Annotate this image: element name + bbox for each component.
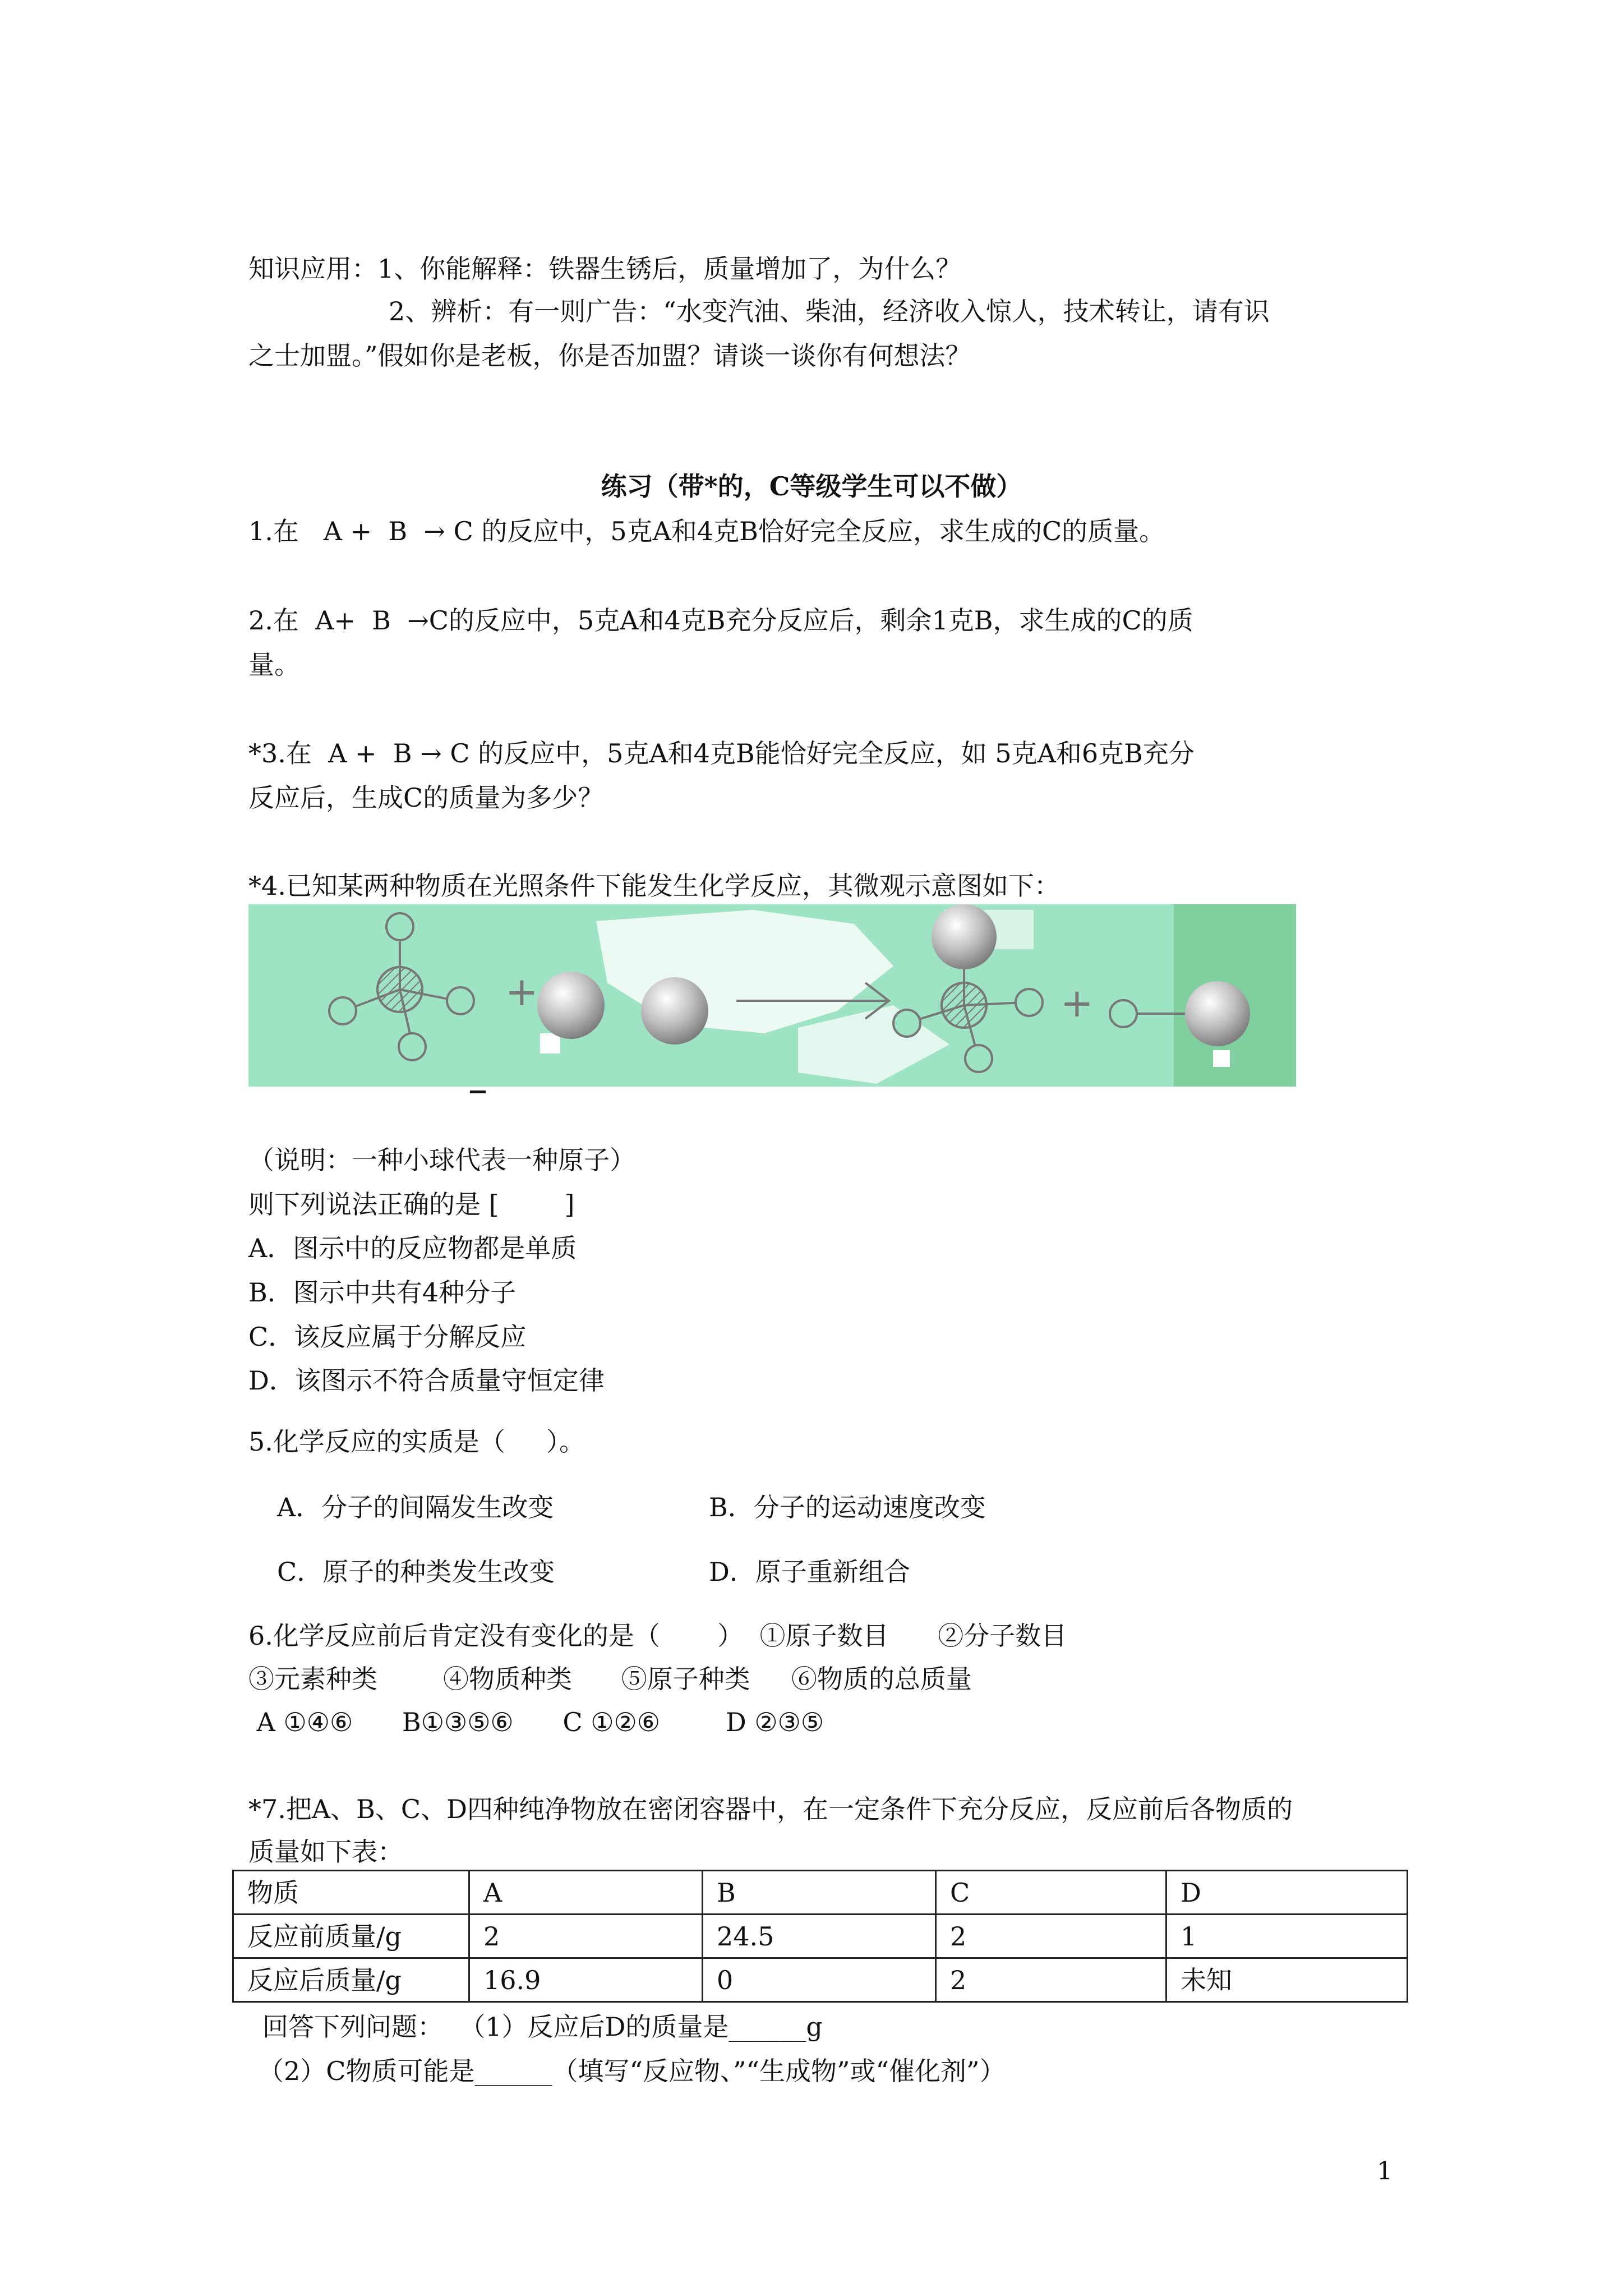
question-4-stem: *4.已知某两种物质在光照条件下能发生化学反应，其微观示意图如下： [248,871,1060,901]
table-cell: 1 [1166,1915,1408,1958]
question-3-line2: 反应后，生成C的质量为多少？ [248,783,604,813]
table-cell: B [703,1871,936,1915]
table-cell: 2 [469,1915,703,1958]
question-4-option-d: D．该图示不符合质量守恒定律 [248,1365,605,1396]
table-cell: 反应后质量/g [233,1958,469,2002]
mass-table [232,1870,1408,2003]
table-cell: 反应前质量/g [233,1915,469,1958]
question-7-answer1: 回答下列问题： （1）反应后D的质量是______g [262,2012,823,2042]
diagram-dash [470,1091,486,1093]
reaction-microscopic-diagram [248,904,1296,1087]
question-5-option-a: A．分子的间隔发生改变 [277,1492,554,1522]
knowledge-application-line1: 知识应用：1、你能解释：铁器生锈后，质量增加了，为什么？ [248,254,962,284]
table-row [233,1871,1408,1915]
table-cell: 24.5 [703,1915,936,1958]
table-cell: 0 [703,1958,936,2002]
ball-atom-top [932,904,997,969]
question-1: 1.在 A + B → C 的反应中，5克A和4克B恰好完全反应，求生成的C的质量。 [248,516,1165,546]
question-4-option-a: A．图示中的反应物都是单质 [248,1233,577,1263]
question-6-line2: ③元素种类 ④物质种类 ⑤原子种类 ⑥物质的总质量 [248,1664,972,1694]
table-row [233,1915,1408,1958]
question-4-option-b: B．图示中共有4种分子 [248,1277,517,1308]
question-3-line1: *3.在 A + B → C 的反应中，5克A和4克B能恰好完全反应，如 5克A和6克B充分 [248,738,1195,769]
table-row [233,1958,1408,2002]
question-6-line3: A ①④⑥ B①③⑤⑥ C ①②⑥ D ②③⑤ [248,1707,824,1737]
question-7-answer2: （2）C物质可能是______（填写“反应物、”“生成物”或“催化剂”） [258,2056,1006,2086]
question-5-stem: 5.化学反应的实质是（ ）。 [248,1427,585,1457]
table-cell: 2 [936,1958,1166,2002]
table-cell: D [1166,1871,1408,1915]
question-4-option-c: C．该反应属于分解反应 [248,1322,527,1352]
question-2-line2: 量。 [248,650,300,680]
question-5-option-b: B．分子的运动速度改变 [709,1492,986,1522]
knowledge-application-line2: 2、辨析：有一则广告：“水变汽油、柴油，经济收入惊人，技术转让，请有识 [389,296,1270,326]
page-number: 1 [1377,2157,1393,2185]
table-cell: 物质 [233,1871,469,1915]
question-7-line2: 质量如下表： [248,1837,403,1867]
table-cell: A [469,1871,703,1915]
question-4-note: （说明：一种小球代表一种原子） [248,1145,635,1175]
knowledge-application-line3: 之士加盟。”假如你是老板，你是否加盟？请谈一谈你有何想法？ [248,341,971,371]
question-4-ask: 则下列说法正确的是 [ ] [248,1189,575,1220]
table-cell: 16.9 [469,1958,703,2002]
question-5-option-d: D．原子重新组合 [709,1557,910,1587]
table-cell: C [936,1871,1166,1915]
question-2-line1: 2.在 A+ B →C的反应中，5克A和4克B充分反应后，剩余1克B，求生成的C的质 [248,605,1193,636]
table-cell: 未知 [1166,1958,1408,2002]
question-7-line1: *7.把A、B、C、D四种纯净物放在密闭容器中，在一定条件下充分反应，反应前后各物质的 [248,1794,1293,1824]
question-6-line1: 6.化学反应前后肯定没有变化的是（ ） ①原子数目 ②分子数目 [248,1621,1067,1651]
plus-sign-1: + [505,969,538,1015]
question-5-option-c: C．原子的种类发生改变 [277,1557,555,1587]
table-cell: 2 [936,1915,1166,1958]
plus-sign-2: + [1061,980,1094,1026]
exercise-title: 练习（带*的，C等级学生可以不做） [601,471,1022,501]
